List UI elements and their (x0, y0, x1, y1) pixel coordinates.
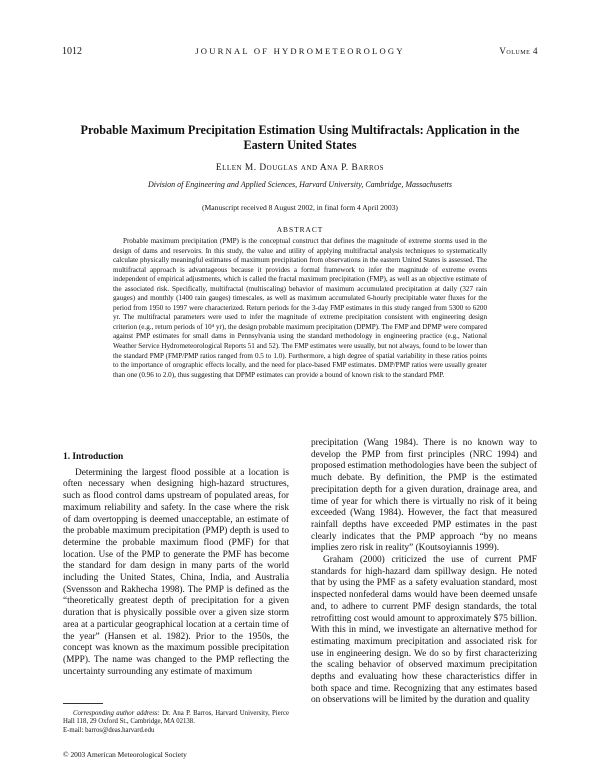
intro-paragraph-1: Determining the largest flood possible at a location is often necessary when designing high-hazard structures, such as flood control dams upstream of populated areas, for maximum reliability and safety. In the case where the risk of dam overtopping is deemed unacceptable, an estimate of the probable maximum precipitation (PMP) depth is used to determine the probable maximum flood (PMF) for that location. Use of the PMP to generate the PMF has become the standard for dam design in many parts of the world including the United States, China, India, and Australia (Svensson and Rakhecha 1998). The PMP is defined as the “theoretically greatest depth of precipitation for a given duration that is physically possible over a given size storm area at a particular geographical location at a certain time of the year” (Hansen et al. 1982). Prior to the 1950s, the concept was known as the maximum possible precipitation (MPP). The name was changed to the PMP reflecting the uncertainty surrounding any estimate of maximum (63, 467, 289, 677)
abstract-heading: ABSTRACT (276, 225, 324, 234)
article-title: Probable Maximum Precipitation Estimation Using Multifractals: Application in the Eastern United States (80, 123, 520, 152)
footnote (63, 710, 289, 735)
intro-paragraph-2: Graham (2000) criticized the use of current PMF standards for high-hazard dam spillway design. He noted that by using the PMF as a safety evaluation standard, most inspected nonfederal dams would have been deemed unsafe and, to adhere to current PMF design standards, the total retrofitting cost would amount to approximately $75 billion. With this in mind, we investigate an alternative method for estimating maximum precipitation and associated risk for use in engineering design. We do so by first characterizing the scaling behavior of observed maximum precipitation depths and evaluating how these characteristics differ in both space and time. Recognizing that any estimates based on observations will be limited by the duration and quality (311, 555, 537, 706)
footnote-label: Corresponding author address: (73, 710, 160, 717)
copyright-notice: © 2003 American Meteorological Society (63, 750, 187, 759)
body-column-left (63, 452, 289, 678)
article-authors: Ellen M. Douglas and Ana P. Barros (215, 163, 385, 173)
footnote-address: Dr. Ana P. Barros, Harvard University, Pierce Hall 118, 29 Oxford St., Cambridge, MA 02138. (63, 710, 289, 726)
section-heading: 1. Introduction (63, 452, 124, 462)
page-number: 1012 (62, 46, 82, 57)
body-column-right (311, 438, 537, 707)
abstract-text: Probable maximum precipitation (PMP) is the conceptual construct that defines the magnitude of extreme storms used in the design of dams and reservoirs. In this study, the value and utility of applying multifractal analysis techniques to systematically calculate physically meaningful estimates of maximum precipitation from observations in the eastern United States is assessed. The multifractal approach is advantageous because it provides a formal framework to infer the magnitude of extreme events independent of empirical adjustments, which is called the fractal maximum precipitation (FMP), as well as an objective estimate of the associated risk. Specifically, multifractal (multiscaling) behavior of maximum accumulated precipitation at daily (327 rain gauges) and monthly (1400 rain gauges) timescales, as well as maximum accumulated 6-hourly precipitable water fluxes for the period from 1950 to 1997 were characterized. Return periods for the 3-day FMP estimates in this study ranged from 5300 to 6200 yr. The multifractal parameters were used to infer the magnitude of extreme precipitation consistent with engineering design criterion (e.g., return periods of 10⁴ yr), the design probable maximum precipitation (DPMP). The FMP and DPMP were compared against PMP estimates for small dams in Pennsylvania using the standard methodology in engineering practice (e.g., National Weather Service Hydrometeorological Reports 51 and 52). The FMP estimates were usually, but not always, found to be lower than the standard PMP (FMP/PMP ratios ranged from 0.5 to 1.0). Furthermore, a high degree of spatial variability in these ratios points to the importance of orographic effects locally, and the need for place-based FMP estimates. DMP/PMP ratios were usually greater than one (0.96 to 2.0), thus suggesting that DPMP estimates can provide a bound of known risk to the standard PMP. (113, 237, 487, 379)
footnote-email: E-mail: barros@deas.harvard.edu (63, 726, 155, 734)
journal-name: JOURNAL OF HYDROMETEOROLOGY (195, 46, 405, 56)
intro-paragraph-1-continued: precipitation (Wang 1984). There is no known way to develop the PMP from first principles (NRC 1994) and proposed estimation methodologies have been the subject of much debate. By definition, the PMP is the estimated precipitation depth for a given duration, drainage area, and time of year for which there is virtually no risk of it being exceeded (Wang 1984). However, the fact that measured rainfall depths have exceeded PMP estimates in the past clearly indicates that the PMP approach “by no means implies zero risk in reality” (Koutsoyiannis 1999). (311, 438, 537, 554)
author-affiliation: Division of Engineering and Applied Sciences, Harvard University, Cambridge, Massachusetts (148, 180, 452, 189)
footnote-divider (63, 703, 103, 704)
manuscript-dates: (Manuscript received 8 August 2002, in final form 4 April 2003) (202, 203, 398, 212)
volume-label: Volume 4 (499, 46, 538, 56)
